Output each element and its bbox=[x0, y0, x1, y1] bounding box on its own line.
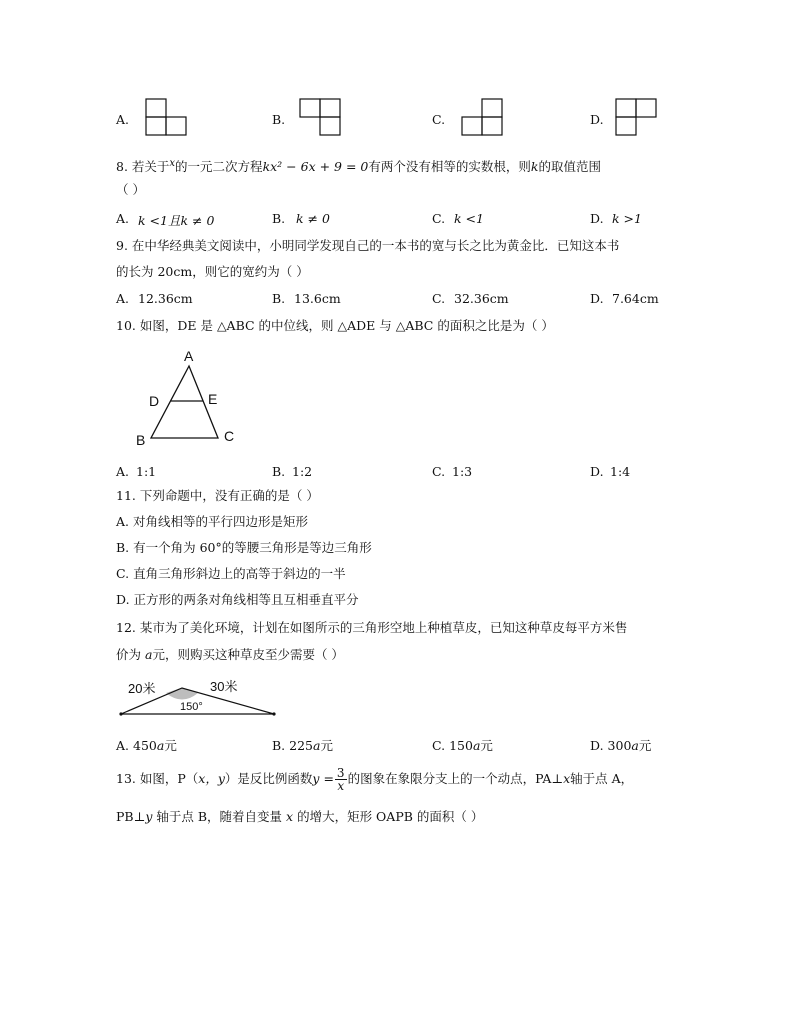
q13-line2-y: y bbox=[145, 809, 153, 824]
q10-label-b: B bbox=[136, 432, 146, 448]
q7-option-d-label: D. bbox=[590, 112, 604, 127]
q9-option-d-text: 7.64cm bbox=[612, 291, 659, 306]
q12-line2 bbox=[116, 647, 344, 663]
q12-option-d-num: 300 bbox=[607, 738, 632, 753]
q8-stem-d: 的取值范围 bbox=[538, 159, 601, 175]
q13-line2-a: PB⊥ bbox=[116, 809, 146, 824]
q8-option-d-text: k >1 bbox=[612, 211, 642, 226]
q7-option-b-label: B. bbox=[272, 112, 286, 127]
q8-option-b-label: B. bbox=[272, 211, 286, 226]
q7-option-b-figure bbox=[296, 96, 348, 140]
q12-option-d bbox=[590, 736, 651, 754]
q8-var-x: x bbox=[169, 158, 176, 169]
q9-option-a-label: A. bbox=[116, 291, 130, 306]
q13-func-lhs: y = bbox=[312, 771, 334, 786]
q10-option-b-text: 1:2 bbox=[292, 464, 313, 479]
q13-line1-vars: x，y bbox=[198, 771, 225, 786]
q12-option-a bbox=[116, 736, 177, 754]
q13-func-numerator: 3 bbox=[336, 766, 345, 780]
q11-stem: 11. 下列命题中，没有正确的是（ ） bbox=[116, 488, 319, 503]
q10-triangle-figure bbox=[130, 344, 250, 450]
q10-label-e: E bbox=[208, 391, 218, 407]
q9-option-a-text: 12.36cm bbox=[138, 291, 193, 306]
q10-option-b-label: B. bbox=[272, 464, 286, 479]
q12-option-d-var: a bbox=[631, 738, 639, 753]
q12-option-a-num: 450 bbox=[133, 738, 157, 753]
q12-option-c-num: 150 bbox=[449, 738, 473, 753]
q8-option-c-label: C. bbox=[432, 211, 446, 226]
q12-option-c-unit: 元 bbox=[480, 738, 493, 753]
q9-option-c-text: 32.36cm bbox=[454, 291, 509, 306]
q12-option-b bbox=[272, 736, 333, 754]
q12-line2-b: 元，则购买这种草皮至少需要（ ） bbox=[152, 647, 344, 662]
q12-option-a-var: a bbox=[156, 738, 165, 753]
q12-label-angle: 150° bbox=[180, 701, 203, 713]
q8-var-k: k bbox=[530, 159, 539, 175]
q12-option-b-var: a bbox=[313, 738, 321, 753]
q13-func-denominator: x bbox=[337, 779, 345, 793]
q9-option-b-label: B. bbox=[272, 291, 286, 306]
q12-option-b-num: 225 bbox=[289, 738, 314, 753]
q8-stem-b: 的一元二次方程 bbox=[175, 159, 263, 175]
q13-line1-b: ）是反比例函数 bbox=[224, 771, 313, 786]
q12-label-left-side: 20米 bbox=[128, 681, 156, 696]
q13-line1-d: 轴于点 A， bbox=[570, 771, 634, 786]
q11-choice-a: A. 对角线相等的平行四边形是矩形 bbox=[116, 514, 308, 529]
q10-stem: 10. 如图，DE 是 △ABC 的中位线，则 △ADE 与 △ABC 的面积之比是为（ ） bbox=[116, 318, 554, 333]
q12-option-a-unit: 元 bbox=[164, 738, 177, 753]
q13-line1-x: x bbox=[563, 771, 571, 786]
q12-line2-var: a bbox=[144, 647, 153, 662]
q13-line1-c: 的图象在象限分支上的一个动点，PA⊥ bbox=[347, 771, 564, 786]
q11-choice-b: B. 有一个角为 60°的等腰三角形是等边三角形 bbox=[116, 540, 372, 555]
q13-line1-a: 13. 如图，P（ bbox=[116, 771, 199, 786]
q10-option-a-text: 1:1 bbox=[136, 464, 157, 479]
q12-label-right-side: 30米 bbox=[210, 679, 238, 694]
q13-function-fraction bbox=[335, 767, 347, 792]
q8-equation: kx² − 6x + 9 = 0 bbox=[262, 159, 369, 175]
q13-line1 bbox=[116, 764, 633, 794]
q12-vertex-left bbox=[119, 712, 122, 715]
q7-option-c-label: C. bbox=[432, 112, 446, 127]
q8-stem-a: 8. 若关于 bbox=[116, 159, 170, 175]
q12-triangle-figure bbox=[116, 674, 286, 722]
q12-option-b-unit: 元 bbox=[320, 738, 333, 753]
q11-choice-d: D. 正方形的两条对角线相等且互相垂直平分 bbox=[116, 592, 359, 607]
q8-option-b-text: k ≠ 0 bbox=[296, 211, 330, 226]
q8-option-a-text: k <1且k ≠ 0 bbox=[138, 213, 215, 228]
q8-option-d-label: D. bbox=[590, 211, 604, 226]
q13-line2-b: 轴于点 B，随着自变量 bbox=[152, 809, 287, 824]
q12-option-b-label: B. bbox=[272, 738, 286, 753]
q7-option-d-figure bbox=[612, 96, 664, 140]
q12-option-c-label: C. bbox=[432, 738, 446, 753]
q8-paren: （ ） bbox=[116, 182, 145, 197]
q9-line1: 9. 在中华经典美文阅读中，小明同学发现自己的一本书的宽与长之比为黄金比．已知这本书 bbox=[116, 238, 620, 253]
q9-option-c-label: C. bbox=[432, 291, 446, 306]
q9-option-d-label: D. bbox=[590, 291, 604, 306]
q8-stem-c: 有两个没有相等的实数根，则 bbox=[368, 159, 531, 175]
q7-option-a-figure bbox=[140, 96, 192, 140]
q9-option-b-text: 13.6cm bbox=[294, 291, 341, 306]
q8-option-a-label: A. bbox=[116, 211, 130, 226]
q10-label-a: A bbox=[184, 348, 194, 364]
q10-label-c: C bbox=[224, 428, 235, 444]
q12-option-a-label: A. bbox=[116, 738, 130, 753]
q10-option-a-label: A. bbox=[116, 464, 130, 479]
q12-line2-a: 价为 bbox=[116, 647, 145, 662]
q9-line2: 的长为 20cm，则它的宽约为（ ） bbox=[116, 264, 309, 279]
q7-option-a-label: A. bbox=[116, 112, 130, 127]
q10-option-d-label: D. bbox=[590, 464, 604, 479]
q8-option-c-text: k <1 bbox=[454, 211, 484, 226]
q12-angle-arc bbox=[166, 688, 198, 700]
q10-option-d-text: 1:4 bbox=[610, 464, 631, 479]
q10-option-c-label: C. bbox=[432, 464, 446, 479]
q11-choice-c: C. 直角三角形斜边上的高等于斜边的一半 bbox=[116, 566, 346, 581]
q12-option-d-unit: 元 bbox=[638, 738, 652, 753]
q13-line2-x: x bbox=[286, 809, 294, 824]
q7-option-c-figure bbox=[458, 96, 510, 140]
q13-line2-c: 的增大，矩形 OAPB 的面积（ ） bbox=[293, 809, 484, 824]
q12-option-c-var: a bbox=[472, 738, 481, 753]
q12-line1: 12. 某市为了美化环境，计划在如图所示的三角形空地上种植草皮，已知这种草皮每平方米售 bbox=[116, 620, 628, 635]
q12-vertex-right bbox=[272, 712, 275, 715]
q10-label-d: D bbox=[149, 393, 160, 409]
q13-line2 bbox=[116, 809, 483, 825]
q8-stem bbox=[116, 156, 601, 175]
q10-option-c-text: 1:3 bbox=[452, 464, 473, 479]
q12-option-d-label: D. bbox=[590, 738, 604, 753]
q12-option-c bbox=[432, 736, 493, 754]
